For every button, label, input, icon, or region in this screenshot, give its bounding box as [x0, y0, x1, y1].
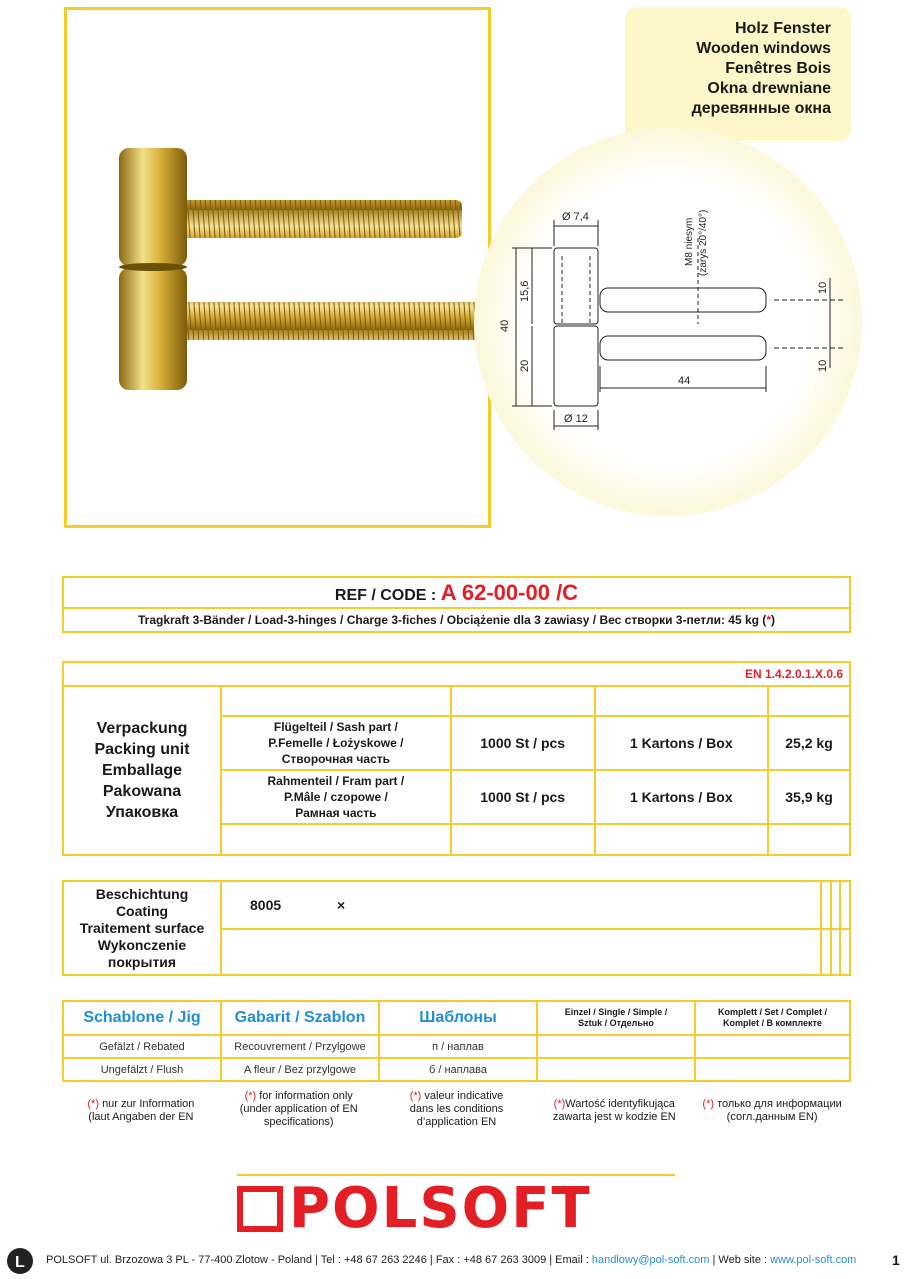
coating-label: [63, 881, 221, 975]
part-name-sash: [221, 716, 451, 770]
packing-empty-cell: [595, 824, 768, 855]
jig-cell: A fleur / Bez przylgowe: [221, 1058, 379, 1081]
footnote-de: [62, 1090, 220, 1129]
footer-address: POLSOFT ul. Brzozowa 3 PL - 77-400 Zlotow - Poland | Tel : +48 67 263 2246 | Fax : +48 67 263 3009 | Email :: [46, 1254, 592, 1266]
packing-empty-cell: [221, 686, 451, 716]
load-capacity-text: Tragkraft 3-Bänder / Load-3-hinges / Charge 3-fiches / Obciążenie dla 3 zawiasy / Вес створки 3-петли: 45 kg (: [138, 613, 767, 627]
packing-label-ru: Упаковка: [105, 804, 179, 821]
boxes-frame: 1 Kartons / Box: [595, 770, 768, 824]
jig-header-ru: Шаблоны: [379, 1001, 537, 1035]
packing-table: [62, 661, 851, 856]
part-line: Створочная часть: [281, 752, 390, 766]
footer-web-link[interactable]: www.pol-soft.com: [770, 1254, 857, 1266]
part-line: Рамная часть: [295, 806, 377, 820]
footnote-line: for information only: [259, 1090, 353, 1102]
coating-empty-cell: [821, 929, 831, 975]
footnote-star: (*): [87, 1098, 99, 1110]
packing-empty-cell: [595, 686, 768, 716]
packing-empty-cell: [768, 824, 850, 855]
load-capacity-cell: [63, 608, 850, 632]
coating-empty-cell: [840, 929, 850, 975]
jig-cell: б / наплава: [379, 1058, 537, 1081]
part-line: P.Femelle / Łożyskowe /: [268, 736, 404, 750]
polsoft-logo: [237, 1176, 677, 1241]
ref-prefix: REF / CODE :: [334, 586, 437, 604]
packing-label-en: Packing unit: [94, 741, 190, 758]
title-line-de: Holz Fenster: [734, 20, 831, 37]
coating-empty-cell: [831, 929, 841, 975]
packing-empty-cell: [451, 686, 595, 716]
hinge-photo: [67, 10, 488, 525]
product-photo-frame: [64, 7, 491, 528]
coating-table: [62, 880, 851, 976]
company-mark-icon: [7, 1248, 33, 1274]
coating-label-ru: покрытия: [107, 953, 177, 970]
footnote-line: specifications): [263, 1116, 334, 1128]
footnote-line: (согл.данным EN): [726, 1111, 818, 1123]
svg-text:L: L: [15, 1254, 25, 1271]
jig-row-flush: [63, 1058, 850, 1081]
footnote-line: valeur indicative: [424, 1090, 504, 1102]
dim-d-top: Ø 7,4: [562, 211, 589, 223]
coating-label-en: Coating: [115, 902, 169, 919]
footer-email-link[interactable]: handlowy@pol-soft.com: [591, 1254, 710, 1266]
coating-option-cell: [221, 881, 821, 929]
footnote-line: только для информации: [717, 1098, 842, 1110]
dim-44: 44: [678, 375, 691, 387]
jig-header-single: [537, 1001, 695, 1035]
boxes-sash: 1 Kartons / Box: [595, 716, 768, 770]
footnote-line: dans les conditions: [409, 1103, 504, 1115]
footnote-star: (*): [702, 1098, 715, 1110]
footer-web-label: | Web site :: [709, 1254, 771, 1266]
footnote-ru: [693, 1090, 851, 1129]
coating-label-fr: Traitement surface: [79, 919, 205, 936]
footnote-line: nur zur Information: [102, 1098, 195, 1110]
footer: [0, 1246, 916, 1274]
dim-15-6: 15,6: [519, 280, 531, 302]
dimension-drawing: [474, 128, 862, 516]
footnote-line: Wartość identyfikująca: [565, 1098, 675, 1110]
logo-square-icon: [237, 1186, 283, 1232]
coating-empty-cell: [840, 881, 850, 929]
footnote-line: (under application of EN: [239, 1103, 358, 1115]
part-line: P.Mâle / czopowe /: [283, 790, 388, 804]
thread-angle: (zarys 20°/40°): [698, 209, 709, 276]
page-number: 1: [892, 1252, 900, 1268]
thread-label: M8 niesym: [684, 217, 695, 266]
dim-20: 20: [519, 359, 531, 372]
jig-empty-cell: [537, 1058, 695, 1081]
ref-code-cell: [63, 577, 850, 608]
footnote-line: (laut Angaben der EN: [88, 1111, 194, 1123]
coating-selected-mark: ×: [336, 897, 346, 913]
coating-empty-cell: [221, 929, 821, 975]
en-code: EN 1.4.2.0.1.X.0.6: [63, 662, 850, 686]
dim-10-bottom: 10: [817, 359, 829, 372]
jig-empty-cell: [695, 1035, 850, 1058]
footnote-star: (*): [553, 1098, 566, 1110]
part-name-frame: [221, 770, 451, 824]
jig-cell: Ungefälzt / Flush: [63, 1058, 221, 1081]
header-line: Komplett / Set / Complet /: [717, 1007, 827, 1017]
dim-40: 40: [499, 319, 511, 332]
jig-header-de-en: Schablone / Jig: [63, 1001, 221, 1035]
header-line: Sztuk / Отдельно: [578, 1018, 654, 1028]
footnotes: [62, 1090, 851, 1129]
dim-10-top: 10: [817, 281, 829, 294]
jig-header-fr-pl: Gabarit / Szablon: [221, 1001, 379, 1035]
header-line: Komplet / В комплекте: [723, 1018, 822, 1028]
jig-cell: Gefälzt / Rebated: [63, 1035, 221, 1058]
weight-frame: 35,9 kg: [768, 770, 850, 824]
quantity-frame: 1000 St / pcs: [451, 770, 595, 824]
footnote-line: d’application EN: [416, 1116, 497, 1128]
packing-empty-cell: [768, 686, 850, 716]
footnote-line: zawarta jest w kodzie EN: [552, 1111, 676, 1123]
title-line-pl: Okna drewniane: [707, 80, 831, 97]
footnote-star: (*): [409, 1090, 422, 1102]
packing-empty-cell: [451, 824, 595, 855]
packing-label-fr: Emballage: [101, 762, 183, 779]
footnote-star: (*): [244, 1090, 257, 1102]
weight-sash: 25,2 kg: [768, 716, 850, 770]
packing-label-de: Verpackung: [96, 720, 188, 737]
packing-empty-cell: [221, 824, 451, 855]
jig-table: [62, 1000, 851, 1082]
coating-empty-cell: [821, 881, 831, 929]
load-close: ): [770, 613, 775, 627]
jig-cell: п / наплав: [379, 1035, 537, 1058]
header-line: Einzel / Single / Simple /: [564, 1007, 668, 1017]
load-star: *: [766, 613, 771, 627]
logo-text: POLSOFT: [289, 1176, 592, 1241]
packing-label-pl: Pakowana: [102, 783, 182, 800]
part-line: Rahmenteil / Fram part /: [267, 774, 405, 788]
title-line-ru: деревянные окна: [691, 100, 831, 117]
product-title-box: [625, 7, 851, 141]
jig-empty-cell: [695, 1058, 850, 1081]
technical-drawing: [474, 128, 862, 516]
footer-contact: [46, 1254, 856, 1266]
quantity-sash: 1000 St / pcs: [451, 716, 595, 770]
packing-label: [63, 686, 221, 855]
footnote-en: [220, 1090, 378, 1129]
jig-cell: Recouvrement / Przylgowe: [221, 1035, 379, 1058]
part-line: Flügelteil / Sash part /: [273, 720, 398, 734]
coating-label-pl: Wykonczenie: [97, 936, 187, 953]
coating-empty-cell: [831, 881, 841, 929]
title-line-fr: Fenêtres Bois: [725, 60, 831, 77]
ref-code: A 62-00-00 /C: [440, 579, 579, 605]
coating-code: 8005: [250, 897, 282, 913]
jig-row-rebated: [63, 1035, 850, 1058]
footnote-fr: [378, 1090, 536, 1129]
footnote-pl: [535, 1090, 693, 1129]
title-line-en: Wooden windows: [696, 40, 831, 57]
coating-label-de: Beschichtung: [95, 885, 189, 902]
ref-code-table: [62, 576, 851, 633]
jig-header-set: [695, 1001, 850, 1035]
jig-empty-cell: [537, 1035, 695, 1058]
dim-d-bottom: Ø 12: [564, 413, 588, 425]
